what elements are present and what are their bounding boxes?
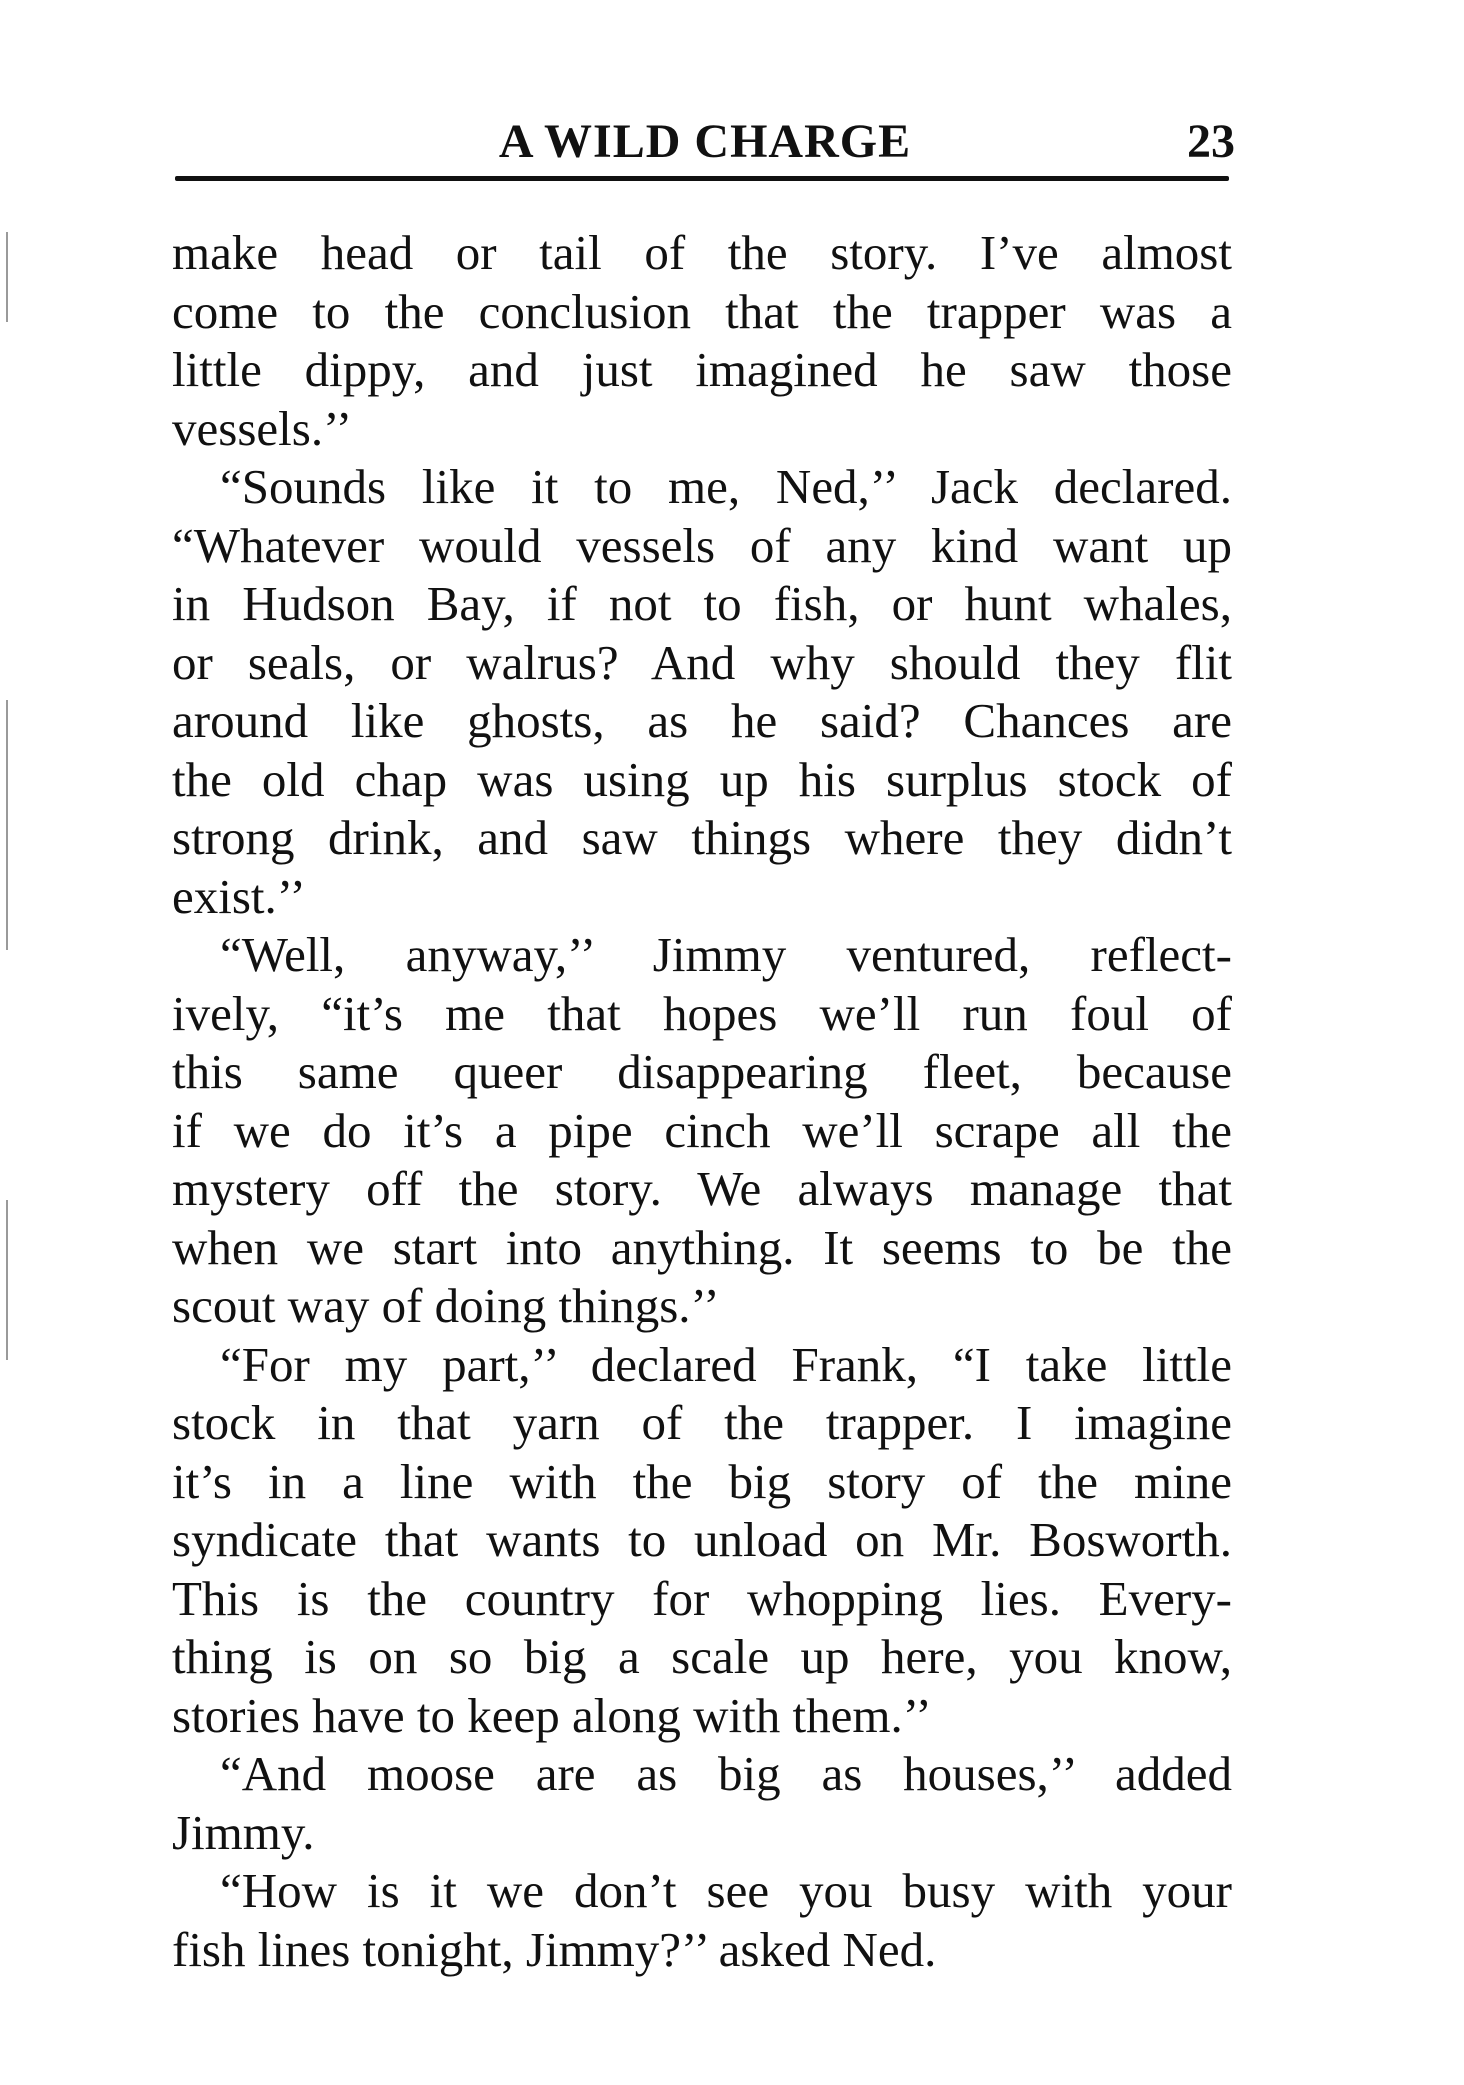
text-line: “Sounds like it to me, Ned,’’ Jack declared. <box>220 459 1232 514</box>
text-line: “For my part,’’ declared Frank, “I take little <box>220 1336 1232 1392</box>
text-line: “And moose are as big as houses,’’ added <box>220 1746 1232 1801</box>
text-line: come to the conclusion that the trapper was a <box>172 283 1232 339</box>
scan-margin-mark <box>6 700 8 950</box>
text-line: ively, “it’s me that hopes we’ll run foul of <box>172 985 1232 1041</box>
text-line: strong drink, and saw things where they didn’t <box>172 810 1232 865</box>
page-header <box>175 112 1235 172</box>
text-line: exist.’’ <box>172 868 306 924</box>
text-line: “Whatever would vessels of any kind want up <box>172 517 1232 573</box>
text-line: little dippy, and just imagined he saw those <box>172 342 1232 397</box>
running-title: A WILD CHARGE <box>498 115 912 168</box>
text-line: in Hudson Bay, if not to fish, or hunt whales, <box>172 576 1232 631</box>
text-line: “Well, anyway,’’ Jimmy ventured, reflect- <box>220 927 1232 982</box>
text-line: if we do it’s a pipe cinch we’ll scrape all the <box>172 1102 1232 1158</box>
text-line: around like ghosts, as he said? Chances are <box>172 693 1232 748</box>
text-line: the old chap was using up his surplus stock of <box>172 751 1232 807</box>
scan-margin-mark <box>6 1200 8 1360</box>
text-line: when we start into anything. It seems to be the <box>172 1219 1232 1275</box>
text-line: scout way of doing things.’’ <box>172 1278 720 1333</box>
text-line: Jimmy. <box>172 1804 315 1860</box>
text-line: stock in that yarn of the trapper. I imagine <box>172 1395 1232 1450</box>
scan-margin-mark <box>6 232 8 322</box>
text-line: thing is on so big a scale up here, you know, <box>172 1629 1232 1684</box>
body-text <box>172 224 1232 1979</box>
text-line: vessels.’’ <box>172 400 353 456</box>
page-number: 23 <box>1187 115 1235 168</box>
text-line: stories have to keep along with them.’’ <box>172 1687 932 1743</box>
text-line: mystery off the story. We always manage that <box>172 1161 1232 1216</box>
text-line: it’s in a line with the big story of the mine <box>172 1453 1232 1509</box>
text-line: make head or tail of the story. I’ve almost <box>172 225 1232 280</box>
text-line: or seals, or walrus? And why should they flit <box>172 634 1232 690</box>
header-rule <box>175 176 1229 181</box>
text-line: “How is it we don’t see you busy with your <box>220 1863 1232 1918</box>
text-line: syndicate that wants to unload on Mr. Bosworth. <box>172 1512 1232 1567</box>
text-line: fish lines tonight, Jimmy?’’ asked Ned. <box>172 1921 937 1977</box>
text-line: This is the country for whopping lies. Every- <box>172 1570 1232 1626</box>
text-line: this same queer disappearing fleet, because <box>172 1044 1232 1099</box>
